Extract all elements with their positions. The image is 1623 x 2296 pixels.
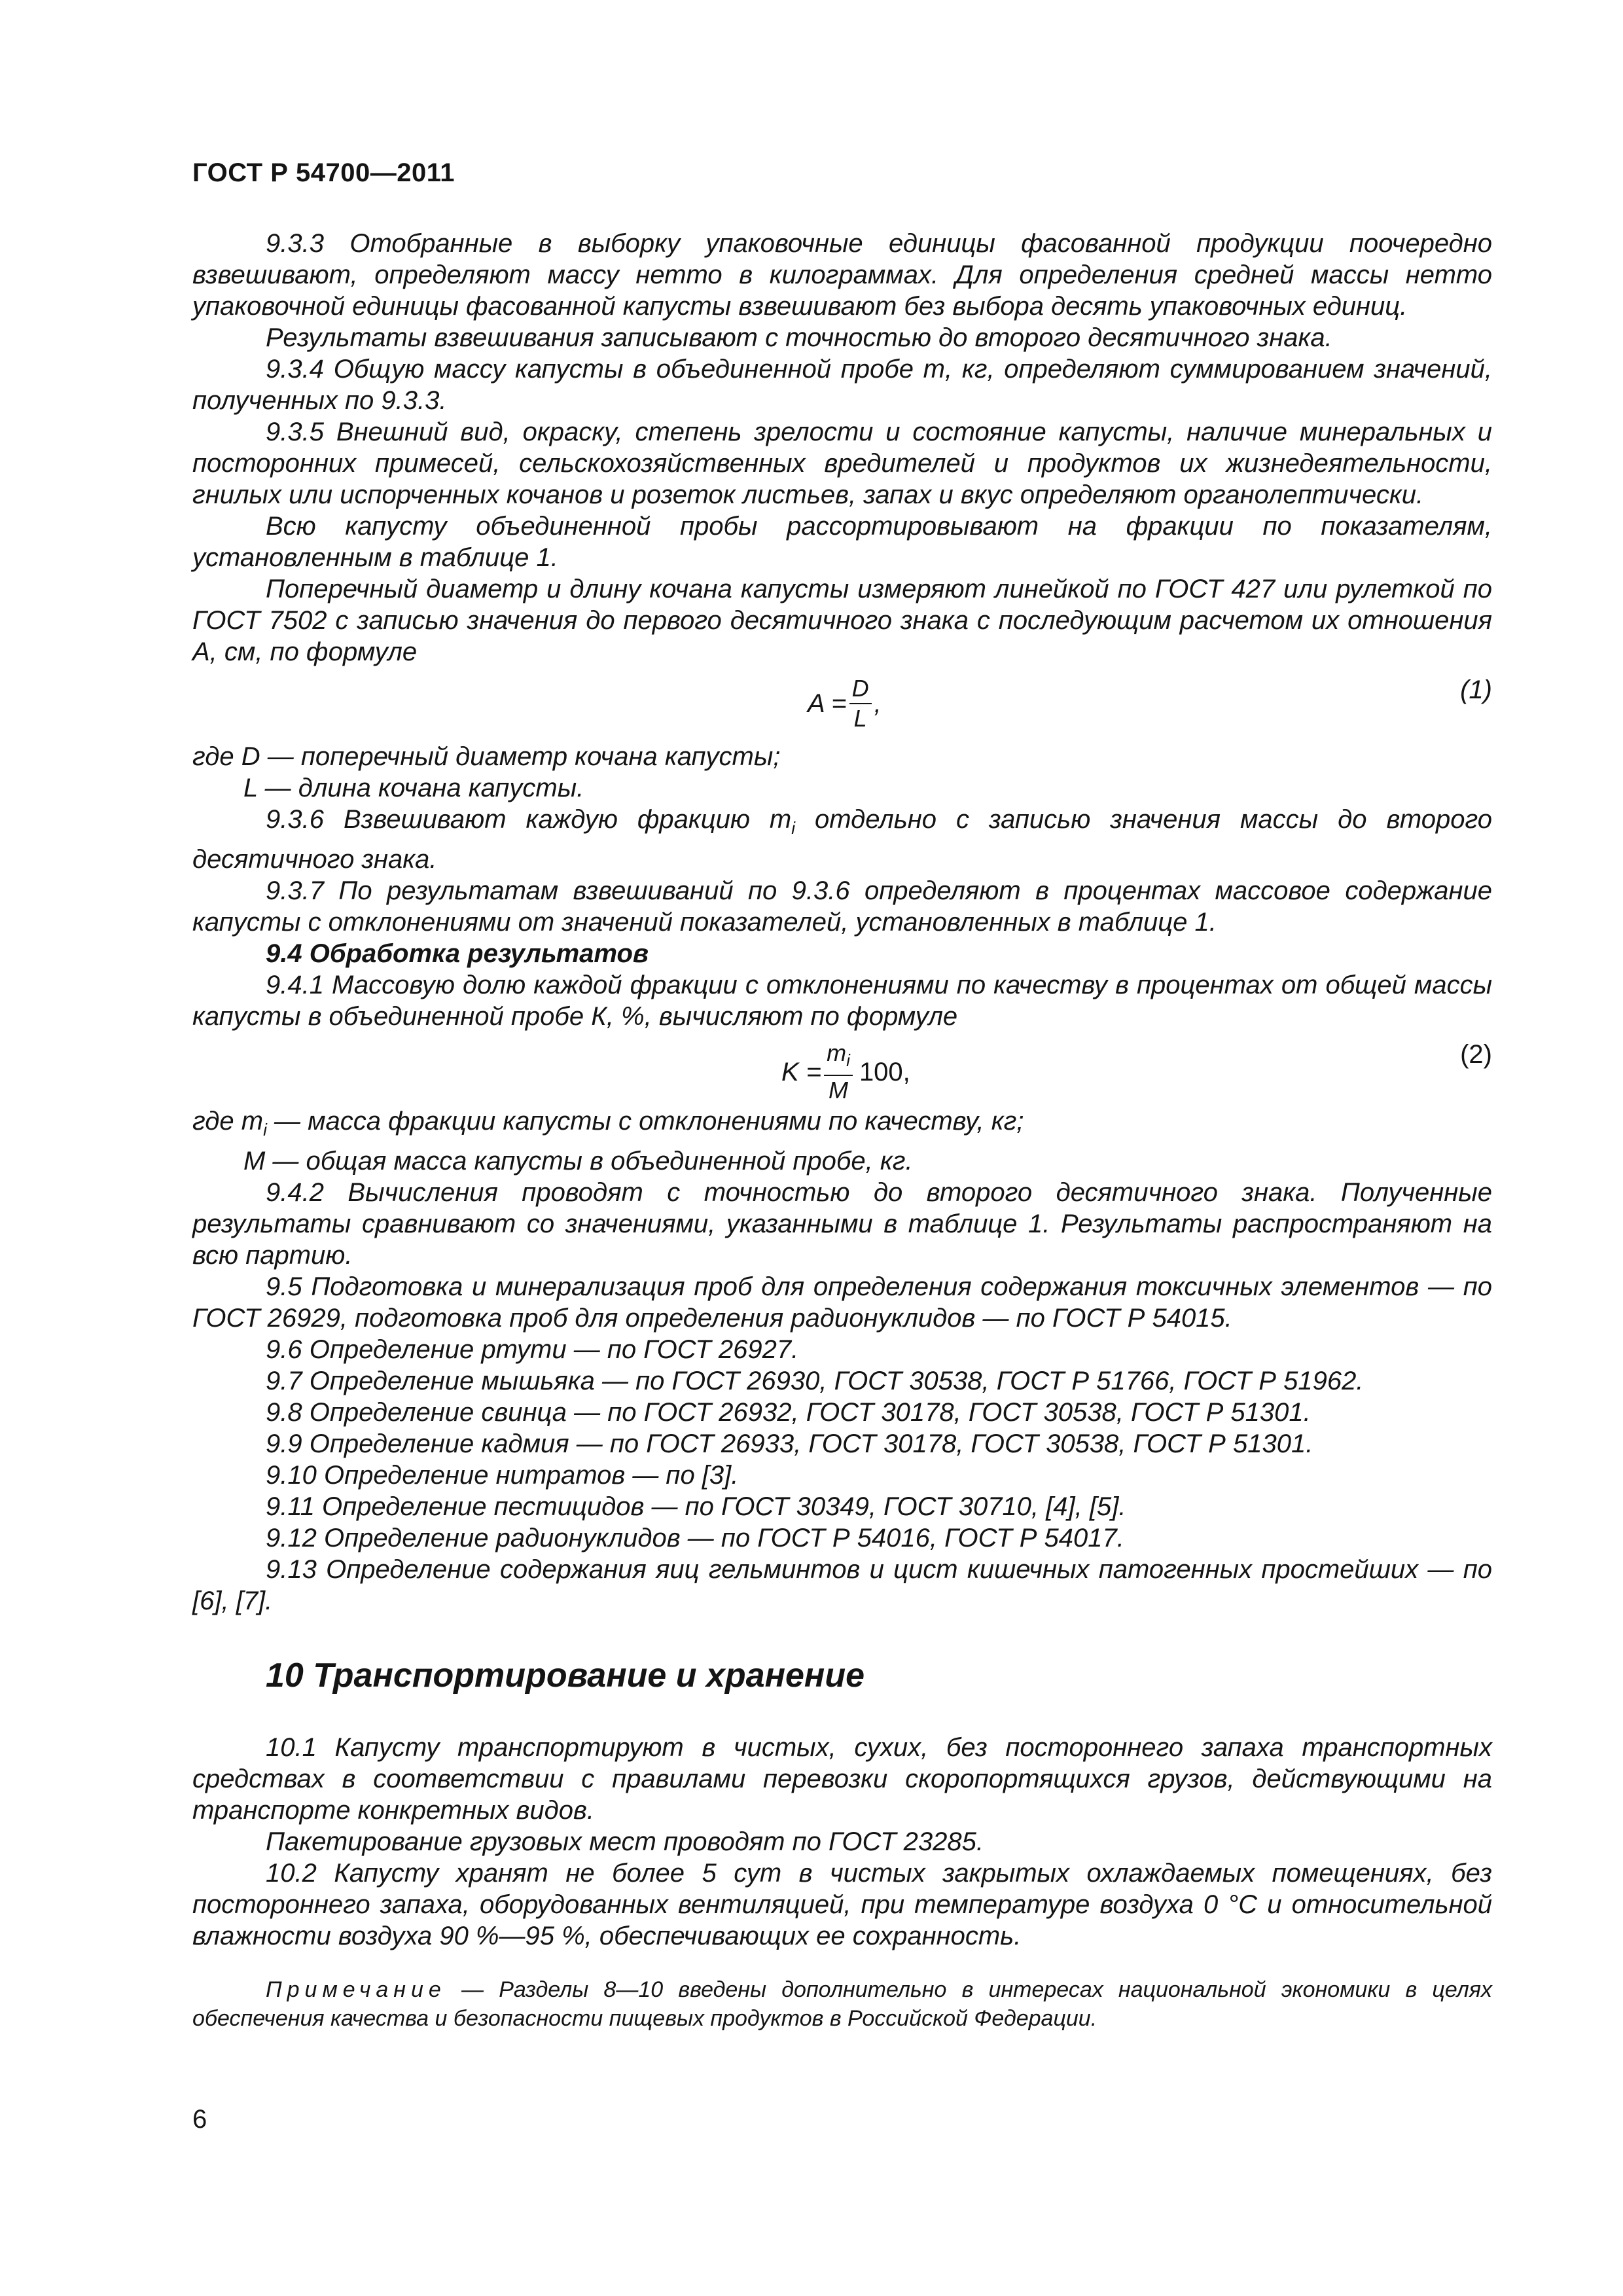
formula-1-tail: , <box>874 689 882 718</box>
document-header: ГОСТ Р 54700—2011 <box>192 158 455 187</box>
paragraph-9-7: 9.7 Определение мышьяка — по ГОСТ 26930, ГОСТ 30538, ГОСТ Р 51766, ГОСТ Р 51962. <box>266 1367 1364 1395</box>
chapter-10-title: 10 Транспортирование и хранение <box>266 1657 865 1695</box>
paragraph-9-3-5-sorting: Всю капусту объединенной пробы рассортировывают на фракции по показателям, установленным в таблице 1. <box>192 512 1492 572</box>
formula-1-fraction <box>849 674 872 733</box>
paragraph-9-11: 9.11 Определение пестицидов — по ГОСТ 30349, ГОСТ 30710, [4], [5]. <box>266 1492 1126 1521</box>
where-1-line-2: L — длина кочана капусты. <box>243 774 584 802</box>
where-2-line-1 <box>192 1105 1492 1145</box>
formula-1-numerator: D <box>849 674 872 704</box>
paragraph-9-3-4: 9.3.4 Общую массу капусты в объединенной пробе m, кг, определяют суммированием значений, полученных по 9.3.3. <box>192 355 1492 415</box>
where-2-line-1-text: где m <box>192 1107 264 1136</box>
formula-2-numerator-subscript: i <box>846 1050 850 1071</box>
paragraph-9-5: 9.5 Подготовка и минерализация проб для определения содержания токсичных элементов — по ГОСТ 26929, подготовка проб для определения радионуклидов — по ГОСТ Р 54015. <box>192 1272 1492 1333</box>
where-2-line-2: M — общая масса капусты в объединенной пробе, кг. <box>243 1147 913 1175</box>
paragraph-9-3-6 <box>192 804 1492 875</box>
formula-2-numerator <box>824 1039 853 1076</box>
paragraph-9-3-3-results: Результаты взвешивания записывают с точностью до второго десятичного знака. <box>266 323 1332 352</box>
paragraph-9-4-2: 9.4.2 Вычисления проводят с точностью до второго десятичного знака. Полученные результаты сравнивают со значениями, указанными в таблице 1. Результаты распространяют на всю партию. <box>192 1178 1492 1270</box>
paragraph-9-3-5: 9.3.5 Внешний вид, окраску, степень зрелости и состояние капусты, наличие минеральных и посторонних примесей, сельскохозяйственных вредителей и продуктов их жизнедеятельности, гнилых или испорченных кочанов и розеток листьев, запах и вкус определяют органолептически. <box>192 418 1492 509</box>
paragraph-9-3-6-text: 9.3.6 Взвешивают каждую фракцию m <box>266 805 792 834</box>
formula-2-lhs: K = <box>781 1057 822 1086</box>
paragraph-9-9: 9.9 Определение кадмия — по ГОСТ 26933, ГОСТ 30178, ГОСТ 30538, ГОСТ Р 51301. <box>266 1429 1313 1458</box>
formula-1-denominator: L <box>853 705 867 732</box>
paragraph-9-12: 9.12 Определение радионуклидов — по ГОСТ Р 54016, ГОСТ Р 54017. <box>266 1524 1124 1552</box>
formula-2-fraction <box>824 1039 853 1105</box>
note-label: Примечание <box>266 1977 446 2002</box>
formula-2-tail: 100, <box>859 1057 910 1086</box>
paragraph-9-4-1: 9.4.1 Массовую долю каждой фракции с отклонениями по качеству в процентах от общей массы капусты в объединенной пробе К, %, вычисляют по формуле <box>192 971 1492 1031</box>
paragraph-9-13: 9.13 Определение содержания яиц гельминтов и цист кишечных патогенных простейших — по [6], [7]. <box>192 1555 1492 1615</box>
formula-1-number: (1) <box>1460 675 1492 704</box>
paragraph-9-3-6-text-end: отдельно с записью значения массы до второго десятичного знака. <box>192 805 1493 874</box>
paragraph-9-6: 9.6 Определение ртути — по ГОСТ 26927. <box>266 1335 799 1364</box>
formula-1-lhs: A = <box>808 689 847 718</box>
formula-1-expression <box>808 674 882 733</box>
note <box>192 1975 1492 2033</box>
formula-2-number: (2) <box>1460 1040 1492 1069</box>
formula-2-denominator: M <box>829 1077 849 1104</box>
paragraph-9-10: 9.10 Определение нитратов — по [3]. <box>266 1461 739 1490</box>
paragraph-9-3-6-subscript: i <box>791 818 796 838</box>
paragraph-9-8: 9.8 Определение свинца — по ГОСТ 26932, ГОСТ 30178, ГОСТ 30538, ГОСТ Р 51301. <box>266 1398 1311 1427</box>
paragraph-10-1-packaging: Пакетирование грузовых мест проводят по ГОСТ 23285. <box>266 1827 984 1856</box>
formula-1 <box>192 668 1492 741</box>
paragraph-9-3-3: 9.3.3 Отобранные в выборку упаковочные единицы фасованной продукции поочередно взвешивают, определяют массу нетто в килограммах. Для определения средней массы нетто упаковочной единицы фасованной капусты взвешивают без выбора десять упаковочных единиц. <box>192 229 1492 321</box>
document-body <box>192 228 1492 2033</box>
where-1-line-1: где D — поперечный диаметр кочана капусты; <box>192 742 781 771</box>
paragraph-10-2: 10.2 Капусту хранят не более 5 сут в чистых закрытых охлаждаемых помещениях, без постороннего запаха, оборудованных вентиляцией, при температуре воздуха 0 °С и относительной влажности воздуха 90 %—95 %, обеспечивающих ее сохранность. <box>192 1859 1492 1950</box>
formula-2-numerator-symbol: m <box>827 1039 847 1066</box>
formula-2-expression <box>781 1039 910 1105</box>
formula-2 <box>192 1032 1492 1105</box>
paragraph-9-3-7: 9.3.7 По результатам взвешиваний по 9.3.6 определяют в процентах массовое содержание капусты с отклонениями от значений показателей, установленных в таблице 1. <box>192 876 1492 937</box>
paragraph-9-3-5-measure: Поперечный диаметр и длину кочана капусты измеряют линейкой по ГОСТ 427 или рулеткой по ГОСТ 7502 с записью значения до первого десятичного знака с последующим расчетом их отношения А, см, по формуле <box>192 575 1492 666</box>
where-2-line-1-subscript: i <box>263 1120 267 1139</box>
section-9-4-title: 9.4 Обработка результатов <box>266 939 649 968</box>
where-2-line-1-text-end: — масса фракции капусты с отклонениями по качеству, кг; <box>266 1107 1024 1136</box>
paragraph-10-1: 10.1 Капусту транспортируют в чистых, сухих, без постороннего запаха транспортных средствах в соответствии с правилами перевозки скоропортящихся грузов, действующими на транспорте конкретных видов. <box>192 1733 1492 1825</box>
note-text: — Разделы 8—10 введены дополнительно в интересах национальной экономики в целях обеспечения качества и безопасности пищевых продуктов в Российской Федерации. <box>192 1977 1492 2031</box>
page-number: 6 <box>192 2105 207 2134</box>
